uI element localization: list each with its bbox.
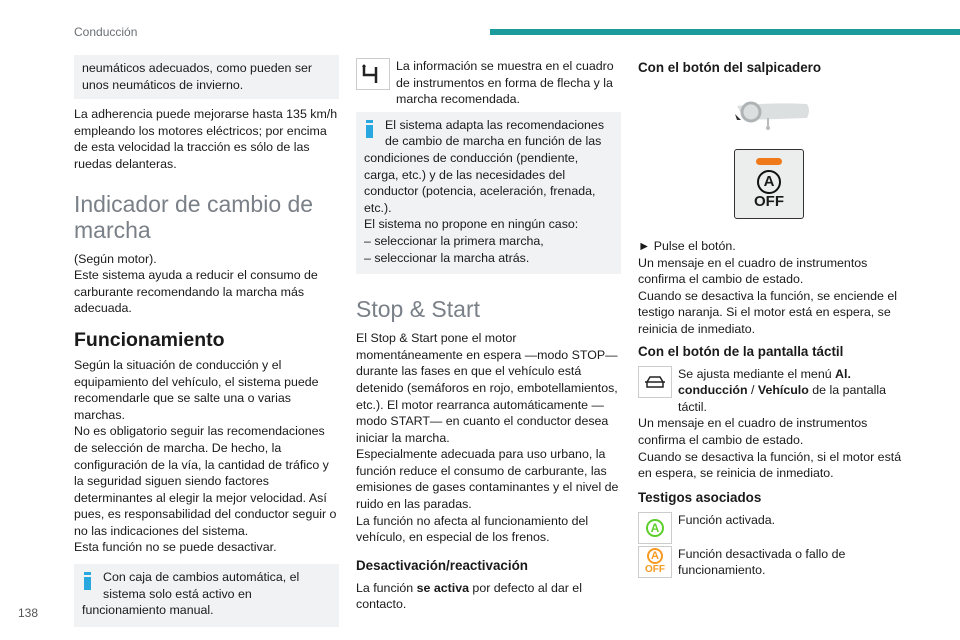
- column-3: [638, 60, 903, 580]
- heading-desactivacion: Desactivación/reactivación: [356, 557, 528, 573]
- car-icon: [638, 366, 672, 398]
- heading-stop-start: Stop & Start: [356, 296, 481, 323]
- info-icon: [84, 572, 91, 590]
- testigo-on: [638, 512, 903, 546]
- info-box: [356, 112, 621, 274]
- orange-led-icon: [756, 158, 782, 165]
- paragraph: (Según motor). Este sistema ayuda a reducir el consumo de carburante recomendando la marcha más adecuada.: [74, 251, 318, 316]
- column-1: [74, 55, 339, 634]
- text: de la pantalla táctil.: [678, 383, 886, 414]
- column-2: [356, 58, 621, 613]
- section-title: Conducción: [74, 25, 138, 39]
- heading-testigos: Testigos asociados: [638, 489, 762, 505]
- text: por defecto al dar el contacto.: [356, 580, 582, 612]
- testigo-text: Función activada.: [678, 512, 776, 527]
- heading-tactil: Con el botón de la pantalla táctil: [638, 343, 844, 359]
- bold-text: se activa: [416, 580, 469, 595]
- bold-text: Vehículo: [757, 383, 809, 398]
- text: La función: [356, 580, 417, 595]
- auto-on-green-icon: A: [638, 512, 672, 544]
- gear-shift-icon: [356, 58, 390, 90]
- paragraph: La adherencia puede mejorarse hasta 135 km/h empleando los motores eléctricos; por encima de esta velocidad la tracción es sólo de las ruedas delanteras.: [74, 107, 338, 171]
- page-number: 138: [18, 606, 39, 620]
- off-label: OFF: [645, 564, 665, 576]
- auto-a-icon: A: [757, 170, 781, 194]
- dashboard-illustration: [638, 82, 903, 232]
- header-bar: [490, 29, 960, 35]
- paragraph: Según la situación de conducción y el equipamiento del vehículo, el sistema puede recomendarle que se salte una o varias marchas. No es obligatorio seguir las recomendaciones de selección de marcha. De hecho, la configuración de la vía, la cantidad de tráfico y la seguridad siguen siendo factores determinantes al elegir la mejor velocidad. Así pues, es responsabilidad del conductor seguir o no las indicaciones del sistema. Esta función no se puede desactivar.: [74, 357, 337, 555]
- info-icon: [366, 120, 373, 138]
- paragraph: El Stop & Start pone el motor momentáneamente en espera —modo STOP— durante las fases en que el vehículo está detenido (semáforos en rojo, embotellamientos, etc.). El motor rearranca automáticamente — modo START— en cuanto el conductor desea iniciar la marcha. Especialmente adecuada para uso urbano, la función reduce el consumo de carburante, las emisiones de gases contaminantes y el nivel de ruido en las paradas. La función no afecta al funcionamiento del vehículo, en especial de los frenos.: [356, 331, 619, 545]
- text: /: [747, 383, 758, 398]
- paragraph: [678, 367, 886, 414]
- heading-funcionamiento: Funcionamiento: [74, 328, 225, 351]
- stop-start-button[interactable]: [734, 149, 804, 219]
- paragraph: La información se muestra en el cuadro de instrumentos en forma de flecha y la marcha recomendada.: [396, 59, 614, 107]
- testigo-text: Función desactivada o fallo de funcionamiento.: [678, 546, 846, 578]
- info-text: Con caja de cambios automática, el sistema solo está activo en funcionamiento manual.: [82, 570, 300, 618]
- heading-indicador: Indicador de cambio de marcha: [74, 190, 314, 243]
- note-box: neumáticos adecuados, como pueden ser unos neumáticos de invierno.: [74, 55, 339, 99]
- dashboard-icon: [733, 100, 813, 136]
- testigo-off: [638, 546, 903, 579]
- button-label: OFF: [754, 193, 784, 210]
- paragraph: [356, 580, 621, 613]
- auto-off-orange-icon: A OFF: [638, 546, 672, 578]
- info-text: El sistema adapta las recomendaciones de cambio de marcha en función de las condiciones de conducción (pendiente, carga, etc.) y de las necesidades del conductor (potencia, aceleración, frenada, etc.). El sistema no propone en ningún caso: – seleccionar la primera marcha, – seleccionar la marcha atrás.: [364, 117, 605, 265]
- bold-text: Al. conducción: [678, 366, 851, 398]
- text: Se ajusta mediante el menú: [678, 366, 836, 381]
- info-box: [74, 564, 339, 627]
- paragraph: Un mensaje en el cuadro de instrumentos confirma el cambio de estado. Cuando se desactiva la función, si el motor está en espera, se reinicia de inmediato.: [638, 416, 902, 481]
- heading-salpicadero: Con el botón del salpicadero: [638, 60, 822, 75]
- paragraph: ► Pulse el botón. Un mensaje en el cuadro de instrumentos confirma el cambio de estado. Cuando se desactiva la función, se enciende el testigo naranja. Si el motor está en espera, se reinicia de inmediato.: [638, 239, 897, 336]
